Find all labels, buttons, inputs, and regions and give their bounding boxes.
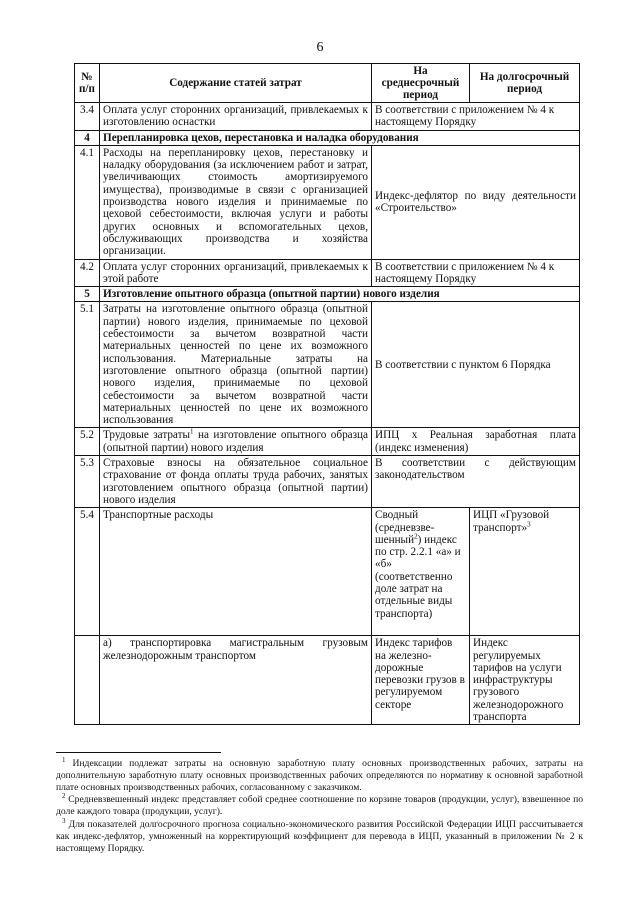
row-number: 5.1 [75,302,100,428]
section-number: 5 [75,287,100,302]
medium-term-index: Индекс тарифов на железно-дорожные перевозки грузов в регулируемом секторе [372,636,470,725]
section-number: 4 [75,130,100,145]
table-row [75,302,580,428]
long-term-index [470,508,580,636]
footnote-mark: 3 [62,816,66,825]
footnote-divider [56,752,221,753]
cost-item-content: а) транспортировка магистральным грузовым железнодорожным транспортом [100,636,372,725]
row-number: 3.4 [75,103,100,131]
cost-item-content: Оплата услуг сторонних организаций, привлекаемых к изготовлению оснастки [100,103,372,131]
section-row [75,130,580,145]
footnote [56,755,583,793]
cost-item-content [100,428,372,456]
row-number [75,636,100,725]
section-title: Перепланировка цехов, перестановка и наладка оборудования [100,130,580,145]
header-num: № п/п [75,64,100,103]
medium-term-index [372,508,470,636]
content-part: Сводный (средневзве-шенный [375,509,435,546]
header-medium-term: На среднесрочный период [372,64,470,103]
index-cell: В соответствии с приложением № 4 к настоящему Порядку [372,259,580,287]
cost-item-content: Расходы на перепланировку цехов, перестановку и наладку оборудования (за исключением работ и затрат, увеличивающих стоимость амортизируемого имущества), производимые в связи с организацией производства нового изделия и принимаемые по цеховой себестоимости, включая услуги и работы других основных и вспомогательных цехов, обслуживающих производства и хозяйства организации. [100,145,372,259]
row-number: 5.3 [75,456,100,508]
section-title: Изготовление опытного образца (опытной партии) нового изделия [100,287,580,302]
table-row [75,428,580,456]
section-row [75,287,580,302]
content-part: Трудовые затраты [103,429,191,442]
index-cell: В соответствии с приложением № 4 к настоящему Порядку [372,103,580,131]
row-number: 4.1 [75,145,100,259]
row-number: 5.2 [75,428,100,456]
table-row [75,259,580,287]
footnote-text: Средневзвешенный индекс представляет собой среднее соотношение по корзине товаров (продукции, услуг), взвешенное по доле каждого товара (продукции, услуг). [56,794,584,818]
footnote-ref: 1 [190,427,194,436]
footnote [56,816,583,854]
table-row [75,508,580,636]
table-row [75,456,580,508]
row-number: 4.2 [75,259,100,287]
table-header-row [75,64,580,103]
row-number: 5.4 [75,508,100,636]
cost-items-table [74,63,580,725]
header-content: Содержание статей затрат [100,64,372,103]
index-cell: В соответствии с действующим законодательством [372,456,580,508]
cost-item-content: Затраты на изготовление опытного образца (опытной партии) нового изделия, принимаемые по цеховой себестоимости за вычетом возвратной части материальных ценностей по цене их возможного использования. Материальные затраты на изготовление опытного образца (опытной партии) нового изделия, принимаемые по цеховой себестоимости за вычетом возвратной части материальных ценностей по цене их возможного использования [100,302,372,428]
index-cell: В соответствии с пунктом 6 Порядка [372,302,580,428]
footnote-mark: 2 [62,792,66,801]
index-cell: Индекс-дефлятор по виду деятельности «Строительство» [372,145,580,259]
index-cell: ИПЦ х Реальная заработная плата (индекс изменения) [372,428,580,456]
footnotes [56,755,584,855]
page-number: 6 [316,40,324,55]
content-part: ИЦП «Грузовой транспорт» [473,509,550,534]
cost-item-content: Транспортные расходы [100,508,372,636]
content-part: на изготовление опытного образца (опытной партии) нового изделия [103,429,369,454]
footnote-text: Для показателей долгосрочного прогноза социально-экономического развития Российской Федерации ИЦП рассчитывается как индекс-дефлятор, умноженный на корректирующий коэффициент для перевода в ИЦП, указанный в приложении № 2 к настоящему Порядку. [56,818,583,854]
footnote-mark: 1 [62,755,66,764]
table-row [75,636,580,725]
cost-item-content: Оплата услуг сторонних организаций, привлекаемых к этой работе [100,259,372,287]
footnote-text: Индексации подлежат затраты на основную заработную плату основных производственных рабочих, затраты на дополнительную заработную плату основных производственных рабочих определяются по нормативу к основной заработной плате основных производственных рабочих, согласованному с заказчиком. [56,758,583,793]
table-row [75,103,580,131]
cost-item-content: Страховые взносы на обязательное социальное страхование от фонда оплаты труда рабочих, занятых изготовлением опытного образца (опытной партии) нового изделия [100,456,372,508]
footnote-ref: 3 [527,519,531,528]
footnote-ref: 2 [414,532,418,541]
long-term-index: Индекс регулируемых тарифов на услуги инфраструктуры грузового железнодорожного транспорта [470,636,580,725]
header-long-term: На долгосрочный период [470,64,580,103]
footnote [56,794,583,818]
content-part: ) индекс по стр. 2.2.1 «а» и «б» (соответственно доле затрат на отдельные виды транспорта) [375,533,461,620]
table-row [75,145,580,259]
